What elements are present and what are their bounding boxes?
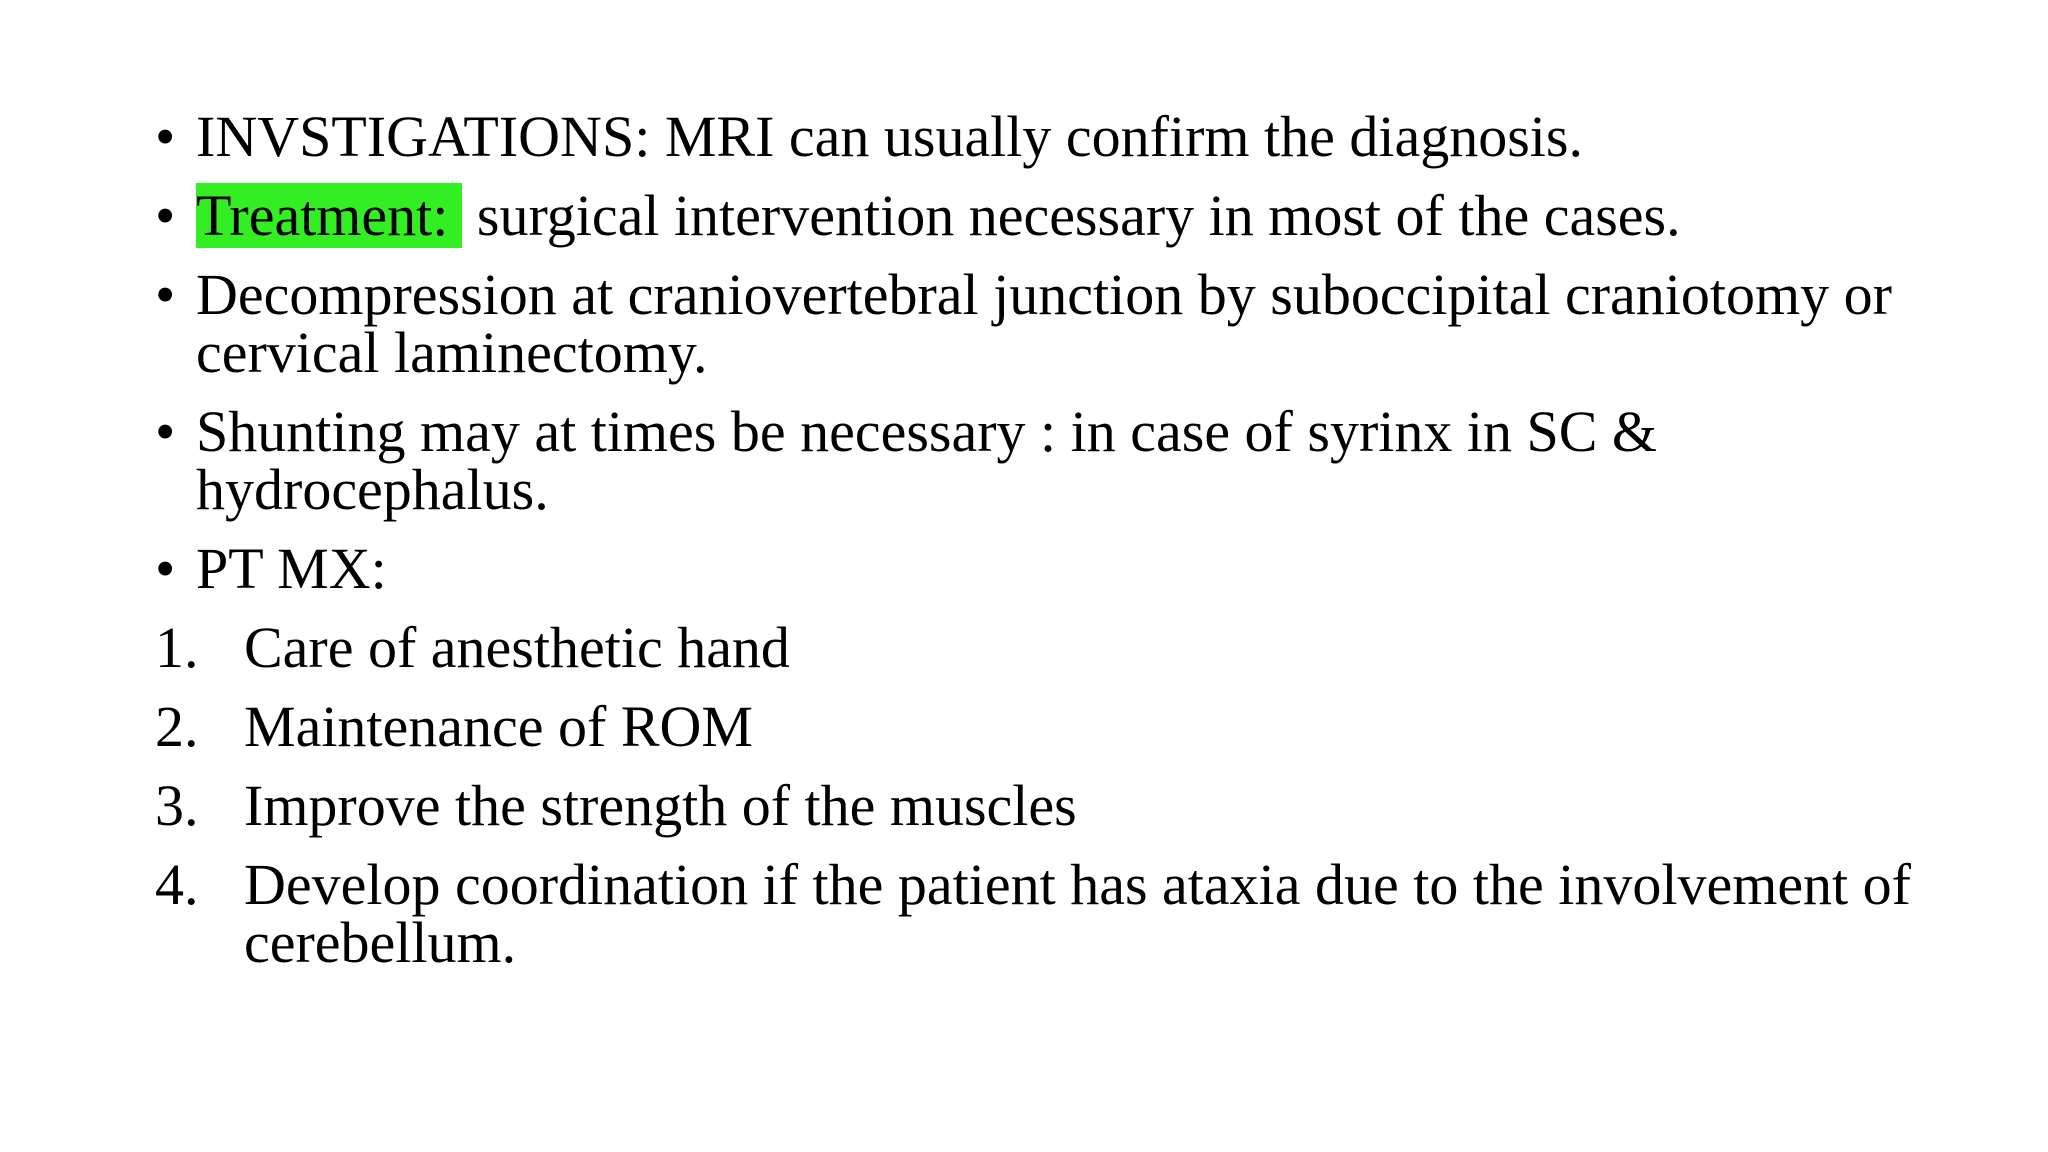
numbered-text: Maintenance of ROM — [244, 694, 753, 759]
bullet-marker: • — [155, 262, 176, 327]
bullet-text: Shunting may at times be necessary : in case of syrinx in SC & hydrocephalus. — [196, 399, 1658, 522]
bullet-item-investigations — [155, 104, 2005, 169]
numbered-text: Develop coordination if the patient has ataxia due to the involvement of cerebellum. — [244, 852, 1911, 975]
bullet-item-decompression — [155, 262, 2005, 385]
bullet-text: Decompression at craniovertebral junction by suboccipital craniotomy or cervical laminectomy. — [196, 262, 1892, 385]
highlighted-label-treatment: Treatment: — [196, 183, 462, 248]
numbered-item-3 — [155, 773, 2005, 838]
bullet-marker: • — [155, 536, 176, 601]
bullet-item-shunting — [155, 399, 2005, 522]
number-marker: 1. — [155, 615, 199, 680]
bullet-text: PT MX: — [196, 536, 387, 601]
bullet-marker: • — [155, 399, 176, 464]
number-marker: 4. — [155, 852, 199, 917]
number-marker: 3. — [155, 773, 199, 838]
bullet-text: INVSTIGATIONS: MRI can usually confirm the diagnosis. — [196, 104, 1583, 169]
numbered-text: Care of anesthetic hand — [244, 615, 790, 680]
bullet-item-pt-mx — [155, 536, 2005, 601]
numbered-item-1 — [155, 615, 2005, 680]
numbered-item-2 — [155, 694, 2005, 759]
bullet-item-treatment — [155, 183, 2005, 248]
bullet-marker: • — [155, 104, 176, 169]
numbered-text: Improve the strength of the muscles — [244, 773, 1077, 838]
bullet-marker: • — [155, 183, 176, 248]
number-marker: 2. — [155, 694, 199, 759]
bullet-text: surgical intervention necessary in most of the cases. — [462, 183, 1681, 248]
numbered-item-4 — [155, 852, 2005, 975]
slide-content — [155, 104, 2005, 993]
